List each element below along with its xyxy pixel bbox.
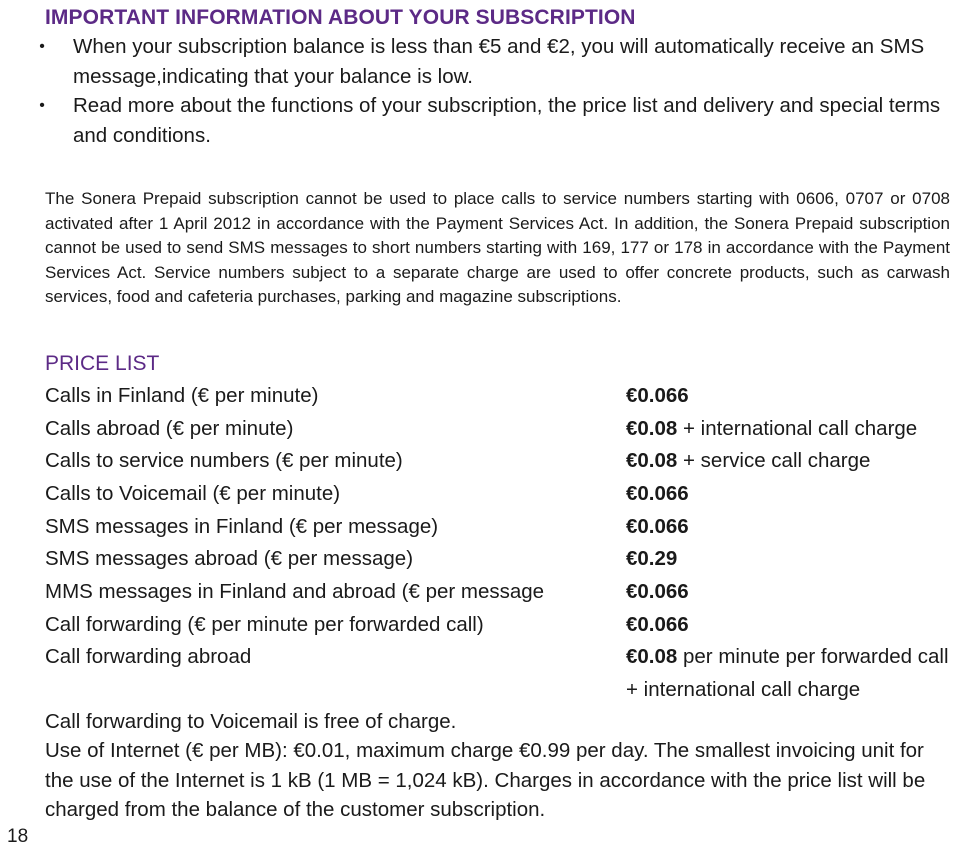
bullet-icon: • bbox=[39, 38, 45, 55]
price-notes bbox=[45, 707, 950, 825]
price-row bbox=[45, 511, 950, 544]
price-value: €0.066 bbox=[626, 482, 689, 506]
list-item: • Read more about the functions of your subscription, the price list and delivery and special terms and conditions. bbox=[45, 91, 950, 150]
price-label: Calls to Voicemail (€ per minute) bbox=[45, 482, 341, 506]
price-row bbox=[45, 576, 950, 609]
price-label: SMS messages in Finland (€ per message) bbox=[45, 514, 439, 538]
price-label: Calls to service numbers (€ per minute) bbox=[45, 449, 403, 473]
price-list-table bbox=[45, 380, 950, 707]
price-row bbox=[45, 609, 950, 642]
internet-usage-note: Use of Internet (€ per MB): €0.01, maximum charge €0.99 per day. The smallest invoicing unit for the use of the Internet is 1 kB (1 MB = 1,024 kB). Charges in accordance with the price list will be charged from the balance of the customer subscription. bbox=[45, 739, 926, 822]
payment-services-paragraph: The Sonera Prepaid subscription cannot be used to place calls to service numbers starting with 0606, 0707 or 0708 activated after 1 April 2012 in accordance with the Payment Services Act. In addition, the Sonera Prepaid subscription cannot be used to send SMS messages to short numbers starting with 169, 177 or 178 in accordance with the Payment Services Act. Service numbers subject to a separate charge are used to offer concrete products, such as carwash services, food and cafeteria purchases, parking and magazine subscriptions. bbox=[45, 189, 950, 307]
voicemail-forwarding-note: Call forwarding to Voicemail is free of charge. bbox=[45, 709, 457, 733]
price-label: Call forwarding abroad bbox=[45, 645, 252, 669]
price-value: €0.29 bbox=[626, 547, 678, 571]
price-value: €0.066 bbox=[626, 383, 689, 407]
price-value: €0.08 + service call charge bbox=[626, 449, 871, 473]
price-value: €0.08 + international call charge bbox=[626, 416, 918, 440]
price-label: MMS messages in Finland and abroad (€ per message bbox=[45, 580, 545, 604]
document-page bbox=[39, 0, 950, 825]
price-row bbox=[45, 413, 950, 446]
price-value: €0.066 bbox=[626, 580, 689, 604]
important-info-list bbox=[39, 32, 950, 150]
list-item: • When your subscription balance is less than €5 and €2, you will automatically receive an SMS message,indicating that your balance is low. bbox=[45, 32, 950, 91]
important-info-heading: IMPORTANT INFORMATION ABOUT YOUR SUBSCRIPTION bbox=[45, 6, 636, 29]
price-label: Calls in Finland (€ per minute) bbox=[45, 383, 319, 407]
price-label: Calls abroad (€ per minute) bbox=[45, 416, 294, 440]
price-value: €0.066 bbox=[626, 612, 689, 636]
page-number: 18 bbox=[7, 826, 29, 847]
price-label: SMS messages abroad (€ per message) bbox=[45, 547, 414, 571]
price-value: €0.08 per minute per forwarded call + international call charge bbox=[626, 645, 949, 702]
price-row bbox=[45, 478, 950, 511]
price-row bbox=[45, 641, 950, 706]
price-value: €0.066 bbox=[626, 514, 689, 538]
price-row bbox=[45, 543, 950, 576]
bullet-icon: • bbox=[39, 97, 45, 114]
price-label: Call forwarding (€ per minute per forwarded call) bbox=[45, 612, 484, 636]
price-row bbox=[45, 380, 950, 413]
price-list-heading: PRICE LIST bbox=[45, 351, 160, 375]
price-row bbox=[45, 445, 950, 478]
